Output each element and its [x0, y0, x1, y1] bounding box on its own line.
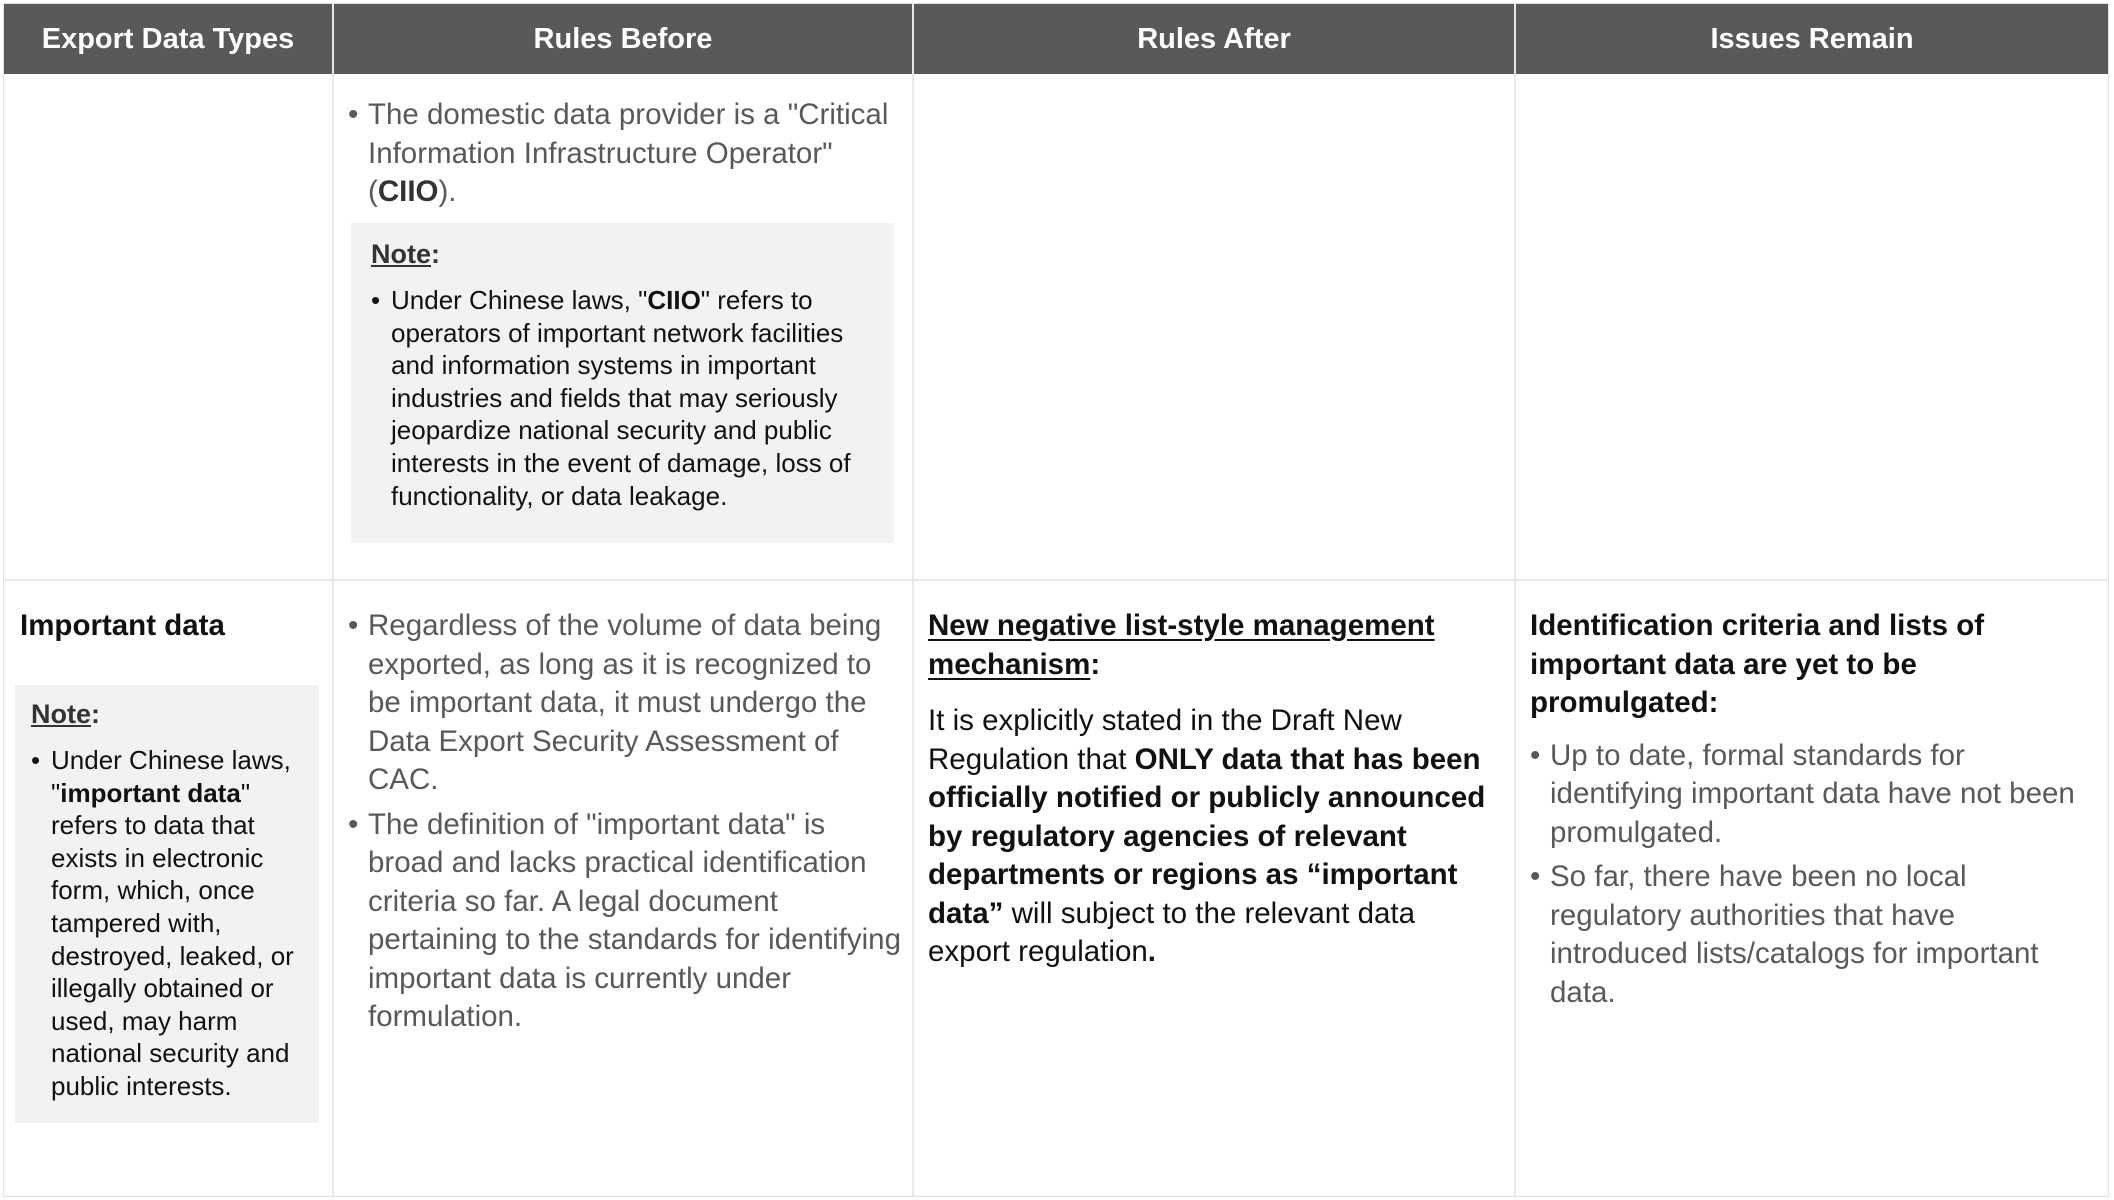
- header-rules-before: Rules Before: [334, 4, 912, 74]
- row1-rules-before: [348, 96, 904, 212]
- header-issues-remain: Issues Remain: [1516, 4, 2108, 74]
- column-divider: [1514, 4, 1516, 1196]
- column-divider: [332, 4, 334, 1196]
- list-item: • Regardless of the volume of data being exported, as long as it is recognized to be important data, it must undergo the Data Export Security Assessment of CAC.: [348, 607, 904, 800]
- row2-rules-before: [348, 607, 904, 1037]
- list-item: • Under Chinese laws, "important data" refers to data that exists in electronic form, which, once tampered with, destroyed, leaked, or illegally obtained or used, may harm national security and public interests.: [31, 744, 303, 1103]
- note-title: Note:: [371, 239, 440, 269]
- rules-after-body: It is explicitly stated in the Draft New Regulation that ONLY data that has been officially notified or publicly announced by regulatory agencies of relevant departments or regions as “important data” will subject to the relevant data export regulation.: [928, 704, 1486, 968]
- list-item: • The domestic data provider is a "Critical Information Infrastructure Operator" (CIIO).: [348, 96, 904, 212]
- row-divider: [4, 579, 2108, 581]
- header-rules-after: Rules After: [914, 4, 1514, 74]
- rules-after-heading: New negative list-style management mechanism:: [928, 609, 1435, 681]
- list-item: • Under Chinese laws, "CIIO" refers to operators of important network facilities and information systems in important industries and fields that may seriously jeopardize national security and public interests in the event of damage, loss of functionality, or data leakage.: [371, 284, 874, 512]
- comparison-table: [3, 3, 2109, 1197]
- note-title: Note:: [31, 699, 100, 729]
- header-export-data-types: Export Data Types: [4, 4, 332, 74]
- row2-important-data-note: [15, 685, 319, 1123]
- list-item: • The definition of "important data" is broad and lacks practical identification criteria so far. A legal document pertaining to the standards for identifying important data is currently under formulation.: [348, 806, 904, 1037]
- row2-issues-remain: [1530, 607, 2100, 1012]
- issues-heading: Identification criteria and lists of important data are yet to be promulgated:: [1530, 609, 1985, 719]
- row1-ciio-note: [351, 223, 894, 543]
- list-item: • Up to date, formal standards for identifying important data have not been promulgated.: [1530, 737, 2100, 853]
- row2-rules-after: [928, 607, 1504, 972]
- row2-type-label: Important data: [20, 609, 225, 642]
- list-item: • So far, there have been no local regulatory authorities that have introduced lists/catalogs for important data.: [1530, 858, 2100, 1012]
- column-divider: [912, 4, 914, 1196]
